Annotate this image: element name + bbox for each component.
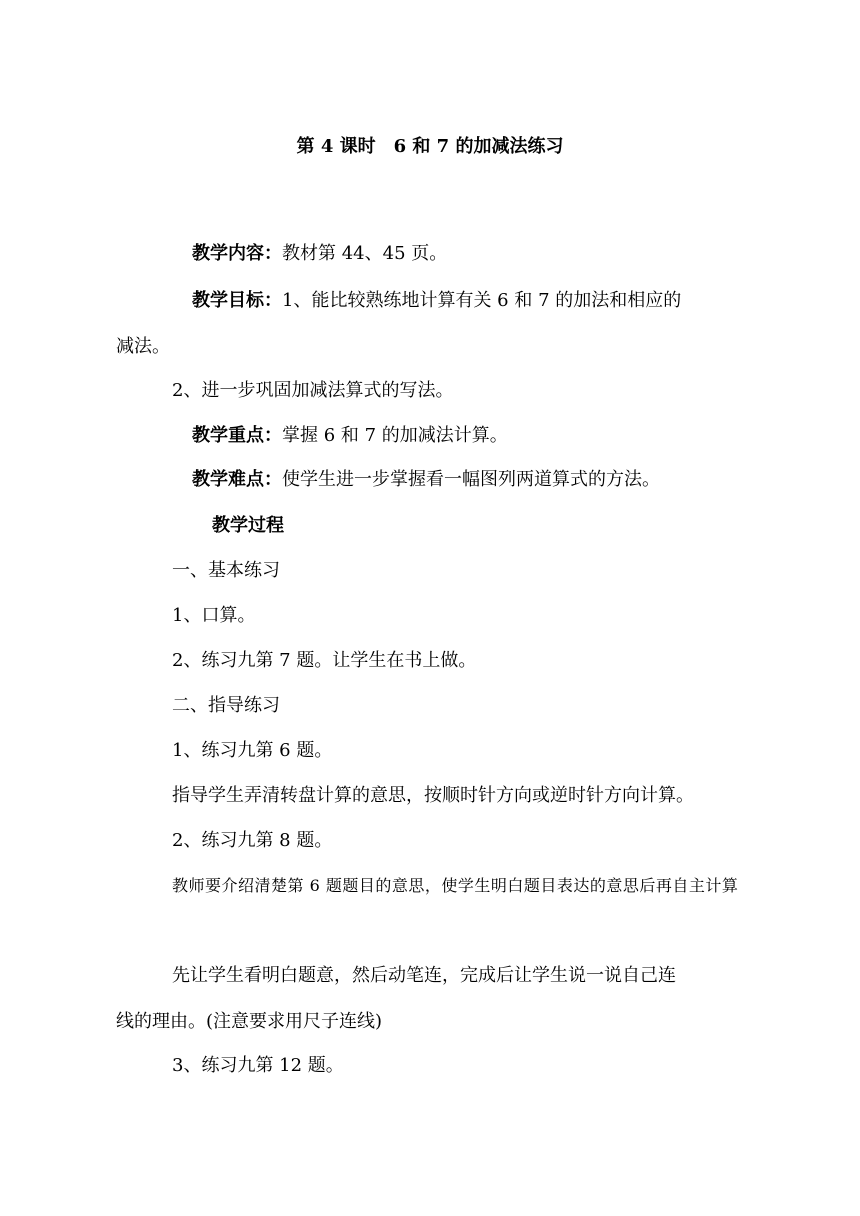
teaching-content-text: 教材第 44、45 页。 (282, 243, 448, 264)
process-heading: 教学过程 (212, 515, 284, 536)
section-2-item-2-detail: 先让学生看明白题意，然后动笔连，完成后让学生说一说自己连 (172, 965, 676, 986)
key-point-text: 掌握 6 和 7 的加减法计算。 (282, 425, 508, 446)
teaching-content-line (192, 242, 447, 266)
teaching-content-label: 教学内容： (192, 243, 282, 264)
section-1-item-1: 1、口算。 (172, 605, 256, 626)
teaching-objectives-line (192, 289, 681, 313)
teaching-objectives-item-2: 2、进一步巩固加减法算式的写法。 (172, 380, 454, 401)
section-2-item-2: 2、练习九第 8 题。 (172, 830, 333, 851)
teaching-objectives-label: 教学目标： (192, 290, 282, 311)
difficulty-text: 使学生进一步掌握看一幅图列两道算式的方法。 (282, 469, 660, 490)
key-point-label: 教学重点： (192, 425, 282, 446)
key-point-line (192, 424, 508, 448)
section-1-item-2: 2、练习九第 7 题。让学生在书上做。 (172, 650, 477, 671)
section-2-item-1-detail: 指导学生弄清转盘计算的意思，按顺时针方向或逆时针方向计算。 (172, 785, 694, 806)
difficulty-line (192, 468, 660, 492)
teaching-objectives-continuation: 减法。 (116, 336, 170, 357)
teaching-objectives-text: 1、能比较熟练地计算有关 6 和 7 的加法和相应的 (282, 290, 682, 311)
section-2-heading: 二、指导练习 (172, 695, 280, 716)
section-1-heading: 一、基本练习 (172, 560, 280, 581)
section-2-item-2-note: 教师要介绍清楚第 6 题题目的意思，使学生明白题目表达的意思后再自主计算 (172, 876, 739, 895)
lesson-title: 第 4 课时 6 和 7 的加减法练习 (296, 136, 564, 157)
section-2-item-3: 3、练习九第 12 题。 (172, 1055, 344, 1076)
section-2-item-1: 1、练习九第 6 题。 (172, 740, 333, 761)
section-2-item-2-detail-continuation: 线的理由。(注意要求用尺子连线) (116, 1011, 383, 1032)
difficulty-label: 教学难点： (192, 469, 282, 490)
